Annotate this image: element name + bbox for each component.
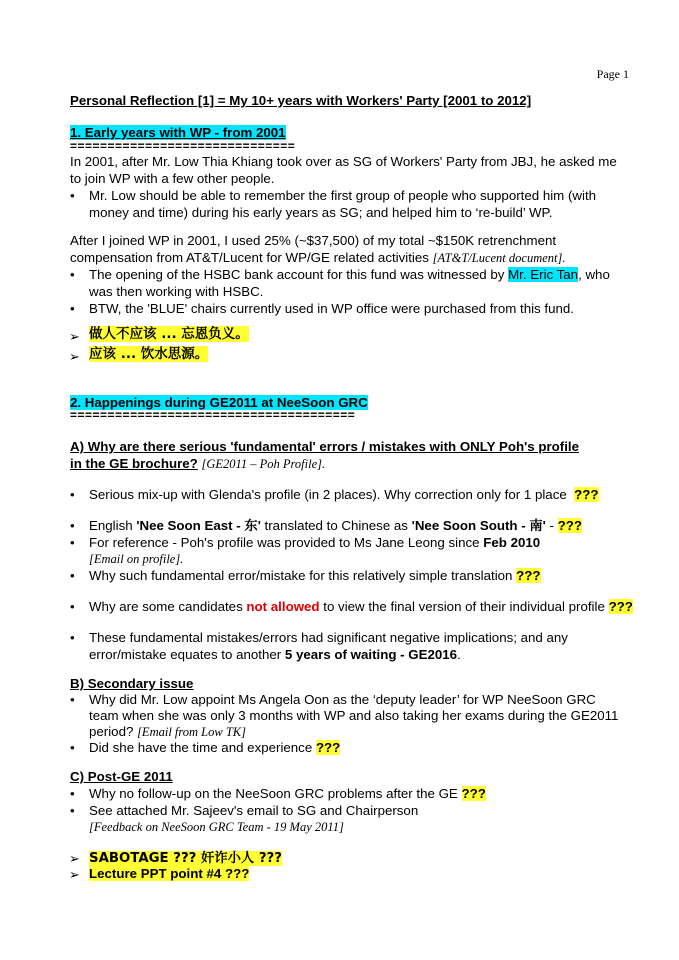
bullet: • — [70, 599, 75, 614]
section-2-heading: 2. Happenings during GE2011 at NeeSoon GRC — [70, 395, 368, 410]
bullet: • — [70, 630, 75, 645]
ref-email-low-tk: [Email from Low TK] — [137, 725, 247, 739]
bullet: • — [70, 188, 75, 203]
sub-b-heading: B) Secondary issue — [70, 676, 194, 691]
bullet: • — [70, 692, 75, 707]
sub-a-bullet3-line1: For reference - Poh's profile was provided to Ms Jane Leong since Feb 2010 — [89, 535, 541, 550]
sub-a-bullet4: Why such fundamental error/mistake for this relatively simple translation ??? — [89, 568, 541, 583]
bullet: • — [70, 487, 75, 502]
bullet: • — [70, 803, 75, 818]
bullet: • — [70, 267, 75, 282]
sub-a-bullet2: English 'Nee Soon East - 东' translated to Chinese as 'Nee Soon South - 南' - ??? — [89, 518, 582, 533]
section-1-rule: ============================== — [70, 139, 296, 153]
ref-feedback-neesoon: [Feedback on NeeSoon GRC Team - 19 May 2011] — [89, 820, 344, 834]
s1-para1-line2: to join WP with a few other people. — [70, 171, 275, 186]
section-2-rule: ====================================== — [70, 408, 356, 422]
sub-b-bullet1-line2: team when she was only 3 months with WP and also taking her exams during the GE2011 — [89, 708, 619, 723]
sub-c-heading: C) Post-GE 2011 — [70, 769, 173, 784]
sub-a-heading-line1: A) Why are there serious 'fundamental' errors / mistakes with ONLY Poh's profile — [70, 439, 579, 454]
page-number: Page 1 — [596, 67, 629, 81]
sub-b-bullet1-line1: Why did Mr. Low appoint Ms Angela Oon as the ‘deputy leader’ for WP NeeSoon GRC — [89, 692, 596, 707]
sub-c-bullet2-line2 — [89, 818, 344, 836]
bullet: • — [70, 535, 75, 550]
ref-email-on-profile: [Email on profile]. — [89, 552, 184, 566]
s1-bullet2-line2: was then working with HSBC. — [89, 284, 264, 299]
arrow-icon: ➢ — [69, 329, 80, 344]
sub-b-bullet1-line3: period? [Email from Low TK] — [89, 724, 247, 739]
arrow-icon: ➢ — [69, 349, 80, 364]
arrow-icon: ➢ — [69, 851, 80, 866]
highlight-eric-tan: Mr. Eric Tan — [508, 267, 579, 282]
s1-para2-line2: compensation from AT&T/Lucent for WP/GE related activities [AT&T/Lucent document]. — [70, 250, 566, 265]
s1-para2-line1: After I joined WP in 2001, I used 25% (~$37,500) of my total ~$150K retrenchment — [70, 233, 557, 248]
sub-a-bullet1: Serious mix-up with Glenda's profile (in 2 places). Why correction only for 1 place ??? — [89, 487, 599, 502]
ref-att-document: [AT&T/Lucent document]. — [432, 251, 566, 265]
s1-bullet2-line1: The opening of the HSBC bank account for this fund was witnessed by Mr. Eric Tan, who — [89, 267, 610, 282]
s2-arrow-item1: SABOTAGE ??? 奸诈小人 ??? — [89, 851, 282, 866]
s1-bullet3: BTW, the 'BLUE' chairs currently used in WP office were purchased from this fund. — [89, 301, 574, 316]
bullet: • — [70, 740, 75, 755]
question-marks: ??? — [461, 786, 486, 801]
sub-c-bullet1: Why no follow-up on the NeeSoon GRC problems after the GE ??? — [89, 786, 486, 801]
bullet: • — [70, 786, 75, 801]
sub-a-bullet5: Why are some candidates not allowed to view the final version of their individual profile ??? — [89, 599, 633, 614]
s1-arrow-item2: 应该 ... 饮水思源。 — [89, 346, 209, 362]
s1-para1-line1: In 2001, after Mr. Low Thia Khiang took over as SG of Workers' Party from JBJ, he asked me — [70, 154, 617, 169]
arrow-icon: ➢ — [69, 867, 80, 882]
question-marks: ??? — [315, 740, 341, 755]
bullet: • — [70, 518, 75, 533]
sub-a-bullet3-line2 — [89, 550, 183, 568]
sub-a-heading-line2: in the GE brochure? [GE2011 – Poh Profile]. — [70, 456, 326, 471]
sub-a-bullet6-line1: These fundamental mistakes/errors had significant negative implications; and any — [89, 630, 568, 645]
s1-arrow-item1: 做人不应该 ... 忘恩负义。 — [89, 326, 249, 342]
sub-b-bullet2: Did she have the time and experience ??? — [89, 740, 341, 755]
bullet: • — [70, 568, 75, 583]
s2-arrow-item2: Lecture PPT point #4 ??? — [89, 866, 250, 881]
s1-bullet1-line2: money and time) during his early years as SG; and helped him to ‘re-build’ WP. — [89, 205, 553, 220]
page-title: Personal Reflection [1] = My 10+ years with Workers' Party [2001 to 2012] — [70, 93, 532, 108]
question-marks: ??? — [516, 568, 541, 583]
section-1-heading: 1. Early years with WP - from 2001 — [70, 125, 286, 140]
not-allowed-text: not allowed — [246, 599, 320, 614]
sub-a-bullet6-line2: error/mistake equates to another 5 years of waiting - GE2016. — [89, 647, 461, 662]
question-marks: ??? — [574, 487, 599, 502]
s1-bullet1-line1: Mr. Low should be able to remember the first group of people who supported him (with — [89, 188, 597, 203]
ref-poh-profile: [GE2011 – Poh Profile]. — [201, 457, 326, 471]
question-marks: ??? — [608, 599, 633, 614]
bullet: • — [70, 301, 75, 316]
question-marks: ??? — [557, 518, 582, 533]
sub-c-bullet2-line1: See attached Mr. Sajeev's email to SG and Chairperson — [89, 803, 419, 818]
